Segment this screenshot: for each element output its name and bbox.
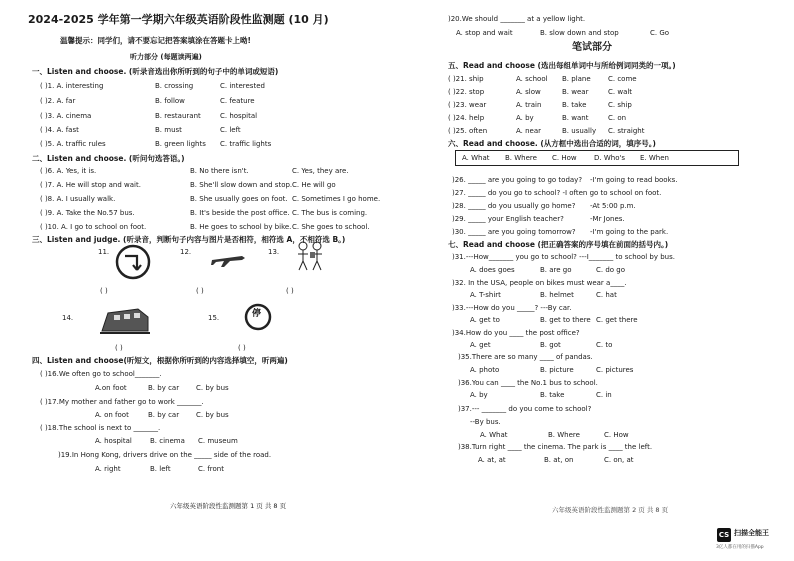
option: C. in (596, 391, 612, 399)
list-item: C. ship (608, 101, 632, 109)
word-box-item: E. When (640, 154, 669, 162)
list-item: C. He will go (292, 181, 336, 189)
option: A. stop and wait (456, 29, 513, 37)
option: C. How (604, 431, 629, 439)
scanner-brand: 扫描全能王 (734, 529, 769, 537)
question-16: ( )16.We often go to school_______. (40, 370, 162, 378)
option: B. left (150, 465, 171, 473)
option: B. helmet (540, 291, 574, 299)
option: A. photo (470, 366, 500, 374)
list-item: C. feature (220, 97, 255, 105)
list-item: ( )2. A. far (40, 97, 76, 105)
option: C. by bus (196, 411, 229, 419)
question-13-number: 13. (268, 248, 280, 256)
list-item: A. near (516, 127, 542, 135)
list-item: -Mr Jones. (590, 215, 625, 223)
section-5-title: 五、Read and choose (选出每组单词中与所给例词同类的一项。) (448, 61, 676, 70)
list-item: ( )6. A. Yes, it is. (40, 167, 97, 175)
list-item: C. The bus is coming. (292, 209, 368, 217)
children-walking-image (290, 240, 330, 272)
question-18: ( )18.The school is next to _______. (40, 424, 161, 432)
list-item: B. must (155, 126, 182, 134)
stop-sign-text: 停 (252, 309, 262, 319)
word-box-item: A. What (462, 154, 490, 162)
question-38: )38.Turn right ____ the cinema. The park is ____ the left. (458, 443, 653, 451)
answer-bracket-12: ( ) (196, 287, 204, 295)
option: C. hat (596, 291, 617, 299)
list-item: B. follow (155, 97, 185, 105)
list-item: )28. _____ do you usually go home? (452, 202, 576, 210)
list-item: ( )7. A. He will stop and wait. (40, 181, 141, 189)
option: B. at, on (544, 456, 574, 464)
question-37: )37.--- _______ do you come to school? (458, 405, 592, 413)
option: A.on foot (95, 384, 127, 392)
option: A. get (470, 341, 491, 349)
section-4-title: 四、Listen and choose(听短文，根据你所听到的内容选择填空，听两遍) (32, 356, 288, 365)
question-19: )19.In Hong Kong, drivers drive on the _____ side of the road. (58, 451, 272, 459)
list-item: A. by (516, 114, 534, 122)
list-item: -I'm going to read books. (590, 176, 678, 184)
list-item: C. interested (220, 82, 265, 90)
option: B. cinema (150, 437, 185, 445)
list-item: ( )5. A. traffic rules (40, 140, 106, 148)
plane-image (210, 248, 246, 268)
option: C. pictures (596, 366, 634, 374)
list-item: B. want (562, 114, 589, 122)
list-item: ( )10. A. I go to school on foot. (40, 223, 147, 231)
list-item: B. crossing (155, 82, 194, 90)
listening-title: 听力部分 (每题读两遍) (130, 53, 202, 61)
question-33: )33.---How do you _____? ---By car. (452, 304, 572, 312)
list-item: )29. _____ your English teacher? (452, 215, 564, 223)
list-item: )27. _____ do you go to school? -I often go to school on foot. (452, 189, 662, 197)
option: A. hospital (95, 437, 132, 445)
list-item: B. take (562, 101, 587, 109)
list-item: C. come (608, 75, 637, 83)
list-item: A. train (516, 101, 542, 109)
list-item: ( )1. A. interesting (40, 82, 104, 90)
option: B. get to there (540, 316, 591, 324)
section-2-title: 二、Listen and choose. (听问句选答语。) (32, 154, 185, 163)
list-item: C. straight (608, 127, 645, 135)
option: C. Go (650, 29, 670, 37)
question-11-number: 11. (98, 248, 110, 256)
list-item: C. Sometimes I go home. (292, 195, 381, 203)
list-item: ( )24. help (448, 114, 485, 122)
question-20: )20.We should _______ at a yellow light. (448, 15, 586, 23)
option: A. by (470, 391, 488, 399)
answer-bracket-15: ( ) (238, 344, 246, 352)
option: B. Where (548, 431, 580, 439)
option: A. right (95, 465, 121, 473)
list-item: ( )25. often (448, 127, 488, 135)
written-section-title: 笔试部分 (572, 42, 612, 53)
answer-bracket-13: ( ) (286, 287, 294, 295)
option: A. does goes (470, 266, 515, 274)
list-item: B. She'll slow down and stop. (190, 181, 293, 189)
option: A. T-shirt (470, 291, 501, 299)
option: A. get to (470, 316, 500, 324)
list-item: C. Yes, they are. (292, 167, 349, 175)
train-image (98, 305, 150, 335)
list-item: C. walt (608, 88, 633, 96)
list-item: B. green lights (155, 140, 206, 148)
answer-bracket-11: ( ) (100, 287, 108, 295)
question-15-number: 15. (208, 314, 220, 322)
list-item: ( )22. stop (448, 88, 485, 96)
list-item: ( )8. A. I usually walk. (40, 195, 116, 203)
section-7-title: 七、Read and choose (把正确答案的序号填在前面的括号内。) (448, 240, 669, 249)
option: B. got (540, 341, 561, 349)
list-item: B. It's beside the post office. (190, 209, 290, 217)
word-box-item: B. Where (505, 154, 537, 162)
question-12-number: 12. (180, 248, 192, 256)
question-17: ( )17.My mother and father go to work _______. (40, 398, 204, 406)
list-item: -At 5:00 p.m. (590, 202, 636, 210)
option: C. by bus (196, 384, 229, 392)
list-item: C. traffic lights (220, 140, 272, 148)
list-item: C. on (608, 114, 627, 122)
question-37-reply: --By bus. (470, 418, 501, 426)
list-item: B. usually (562, 127, 597, 135)
traffic-sign-image (115, 244, 151, 280)
option: B. by car (148, 411, 180, 419)
question-34: )34.How do you ____ the post office? (452, 329, 580, 337)
tip-text: 温馨提示：同学们，请不要忘记把答案填涂在答题卡上呦! (60, 36, 251, 45)
list-item: A. school (516, 75, 548, 83)
list-item: ( )3. A. cinema (40, 112, 92, 120)
page-footer-right: 六年级英语阶段性监测题第 2 页 共 8 页 (552, 506, 669, 514)
page-title: 2024-2025 学年第一学期六年级英语阶段性监测题 (10 月) (28, 13, 329, 26)
section-3-title: 三、Listen and judge. (听录音，判断句子内容与图片是否相符，相符选 A，不相符选 B。) (32, 235, 346, 244)
option: A. What (480, 431, 508, 439)
option: C. on, at (604, 456, 634, 464)
section-6-title: 六、Read and choose. (从方框中选出合适的词，填序号。) (448, 139, 656, 148)
option: B. take (540, 391, 565, 399)
list-item: ( )23. wear (448, 101, 487, 109)
option: B. are go (540, 266, 572, 274)
option: B. by car (148, 384, 180, 392)
list-item: C. left (220, 126, 241, 134)
option: A. on foot (95, 411, 129, 419)
list-item: ( )21. ship (448, 75, 484, 83)
option: C. front (198, 465, 224, 473)
answer-bracket-14: ( ) (115, 344, 123, 352)
list-item: C. hospital (220, 112, 258, 120)
option: C. to (596, 341, 613, 349)
question-36: )36.You can ____ the No.1 bus to school. (458, 379, 598, 387)
list-item: ( )4. A. fast (40, 126, 79, 134)
list-item: )30. _____ are you going tomorrow? (452, 228, 576, 236)
list-item: )26. _____ are you going to go today? (452, 176, 583, 184)
option: C. do go (596, 266, 626, 274)
list-item: C. She goes to school. (292, 223, 370, 231)
list-item: B. He goes to school by bike. (190, 223, 292, 231)
option: C. get there (596, 316, 638, 324)
list-item: ( )9. A. Take the No.57 bus. (40, 209, 135, 217)
word-box-item: D. Who's (594, 154, 626, 162)
page-footer-left: 六年级英语阶段性监测题第 1 页 共 8 页 (170, 502, 287, 510)
list-item: B. wear (562, 88, 589, 96)
word-box-item: C. How (552, 154, 577, 162)
section-1-title: 一、Listen and choose. (听录音选出你所听到的句子中的单词或短语) (32, 67, 279, 76)
option: C. museum (198, 437, 238, 445)
list-item: B. plane (562, 75, 591, 83)
option: B. picture (540, 366, 574, 374)
scanner-logo-icon: CS (717, 528, 731, 542)
list-item: B. No there isn't. (190, 167, 249, 175)
option: B. slow down and stop (540, 29, 619, 37)
question-31: )31.---How_______ you go to school? ---I_______ to school by bus. (452, 253, 675, 261)
question-35: )35.There are so many ____ of pandas. (458, 353, 593, 361)
question-32: )32. In the USA, people on bikes must wear a____. (452, 279, 627, 287)
option: A. at, at (478, 456, 506, 464)
list-item: B. restaurant (155, 112, 201, 120)
list-item: -I'm going to the park. (590, 228, 669, 236)
list-item: B. She usually goes on foot. (190, 195, 288, 203)
question-14-number: 14. (62, 314, 74, 322)
scanner-tagline: 3亿人都在用的扫描App (716, 545, 764, 550)
list-item: A. slow (516, 88, 541, 96)
